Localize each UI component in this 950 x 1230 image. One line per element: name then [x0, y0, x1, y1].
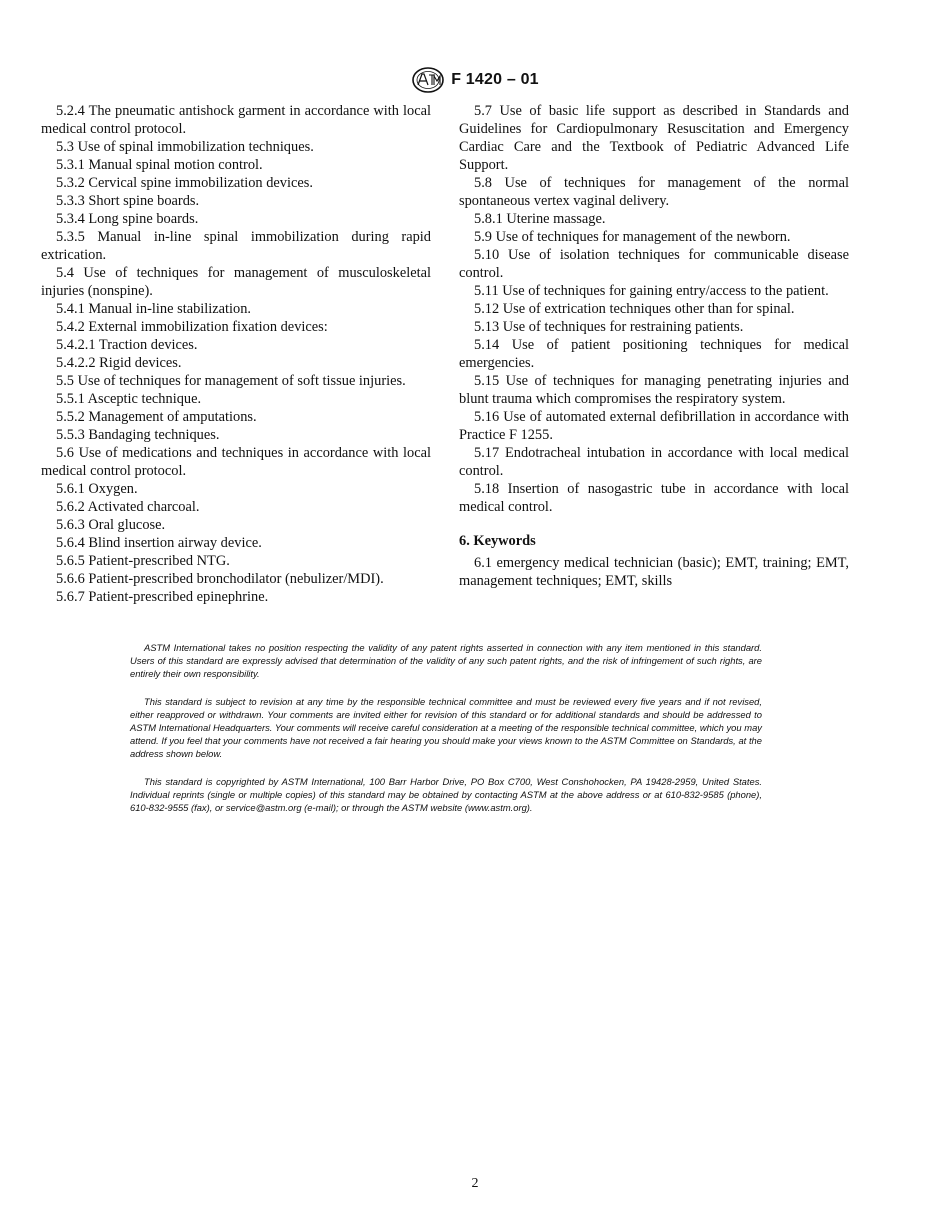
clause-5-18: 5.18 Insertion of nasogastric tube in accordance with local medical control.: [459, 481, 849, 515]
clause-5-5-1: 5.5.1 Asceptic technique.: [56, 391, 202, 407]
clause-5-3-5: 5.3.5 Manual in-line spinal immobilization during rapid extrication.: [41, 229, 431, 263]
document-id: F 1420 – 01: [451, 71, 539, 88]
legal-notes: [130, 641, 762, 829]
clause-5-4: 5.4 Use of techniques for management of musculoskeletal injuries (nonspine).: [41, 265, 431, 299]
clause-5-6-2: 5.6.2 Activated charcoal.: [56, 499, 200, 515]
clause-5-6-1: 5.6.1 Oxygen.: [56, 481, 138, 497]
left-column: [41, 102, 431, 606]
clause-5-14: 5.14 Use of patient positioning techniques for medical emergencies.: [459, 337, 849, 371]
clause-5-5-3: 5.5.3 Bandaging techniques.: [56, 427, 220, 443]
clause-5-3-4: 5.3.4 Long spine boards.: [56, 211, 199, 227]
astm-logo-icon: [411, 66, 445, 94]
clause-5-4-2-2: 5.4.2.2 Rigid devices.: [56, 355, 182, 371]
clause-5-5-2: 5.5.2 Management of amputations.: [56, 409, 257, 425]
clause-5-4-2-1: 5.4.2.1 Traction devices.: [56, 337, 198, 353]
clause-5-8: 5.8 Use of techniques for management of the normal spontaneous vertex vaginal delivery.: [459, 175, 849, 209]
clause-5-4-1: 5.4.1 Manual in-line stabilization.: [56, 301, 252, 317]
clause-5-8-1: 5.8.1 Uterine massage.: [474, 211, 606, 227]
clause-5-3-3: 5.3.3 Short spine boards.: [56, 193, 200, 209]
clause-5-16: 5.16 Use of automated external defibrillation in accordance with Practice F 1255.: [459, 409, 849, 443]
clause-5-12: 5.12 Use of extrication techniques other than for spinal.: [474, 301, 795, 317]
copyright-notice: This standard is copyrighted by ASTM International, 100 Barr Harbor Drive, PO Box C700, West Conshohocken, PA 19428-2959, United States. Individual reprints (single or multiple copies) of this standard may be obtained by contacting ASTM at the above address or at 610-832-9585 (phone), 610-832-9555 (fax), or service@astm.org (e-mail); or through the ASTM website (www.astm.org).: [130, 776, 762, 813]
clause-5-13: 5.13 Use of techniques for restraining patients.: [474, 319, 744, 335]
clause-5-6-4: 5.6.4 Blind insertion airway device.: [56, 535, 262, 551]
clause-5-15: 5.15 Use of techniques for managing penetrating injuries and blunt trauma which compromises the respiratory system.: [459, 373, 849, 407]
keywords-text: 6.1 emergency medical technician (basic); EMT, training; EMT, management techniques; EMT, skills: [459, 555, 849, 589]
clause-5-6-5: 5.6.5 Patient-prescribed NTG.: [56, 553, 230, 569]
page-number: 2: [471, 1176, 479, 1191]
page-header: [0, 66, 950, 94]
clause-5-6-3: 5.6.3 Oral glucose.: [56, 517, 166, 533]
clause-5-2-4: 5.2.4 The pneumatic antishock garment in accordance with local medical control protocol.: [41, 103, 431, 137]
clause-5-9: 5.9 Use of techniques for management of the newborn.: [474, 229, 791, 245]
clause-5-4-2: 5.4.2 External immobilization fixation devices:: [56, 319, 328, 335]
right-column: [459, 102, 849, 590]
clause-5-17: 5.17 Endotracheal intubation in accordance with local medical control.: [459, 445, 849, 479]
clause-5-11: 5.11 Use of techniques for gaining entry/access to the patient.: [474, 283, 829, 299]
keywords-heading: 6. Keywords: [459, 533, 536, 549]
clause-5-3: 5.3 Use of spinal immobilization techniques.: [56, 139, 314, 155]
clause-5-7: 5.7 Use of basic life support as described in Standards and Guidelines for Cardiopulmonary Resuscitation and Emergency Cardiac Care and the Textbook of Pediatric Advanced Life Support.: [459, 103, 849, 173]
clause-5-3-1: 5.3.1 Manual spinal motion control.: [56, 157, 263, 173]
clause-5-6-6: 5.6.6 Patient-prescribed bronchodilator (nebulizer/MDI).: [56, 571, 384, 587]
clause-5-6-7: 5.6.7 Patient-prescribed epinephrine.: [56, 589, 269, 605]
patent-notice: ASTM International takes no position respecting the validity of any patent rights asserted in connection with any item mentioned in this standard. Users of this standard are expressly advised that determination of the validity of any such patent rights, and the risk of infringement of such rights, are entirely their own responsibility.: [130, 642, 762, 679]
clause-5-10: 5.10 Use of isolation techniques for communicable disease control.: [459, 247, 849, 281]
clause-5-3-2: 5.3.2 Cervical spine immobilization devices.: [56, 175, 313, 191]
revision-notice: This standard is subject to revision at any time by the responsible technical committee and must be reviewed every five years and if not revised, either reapproved or withdrawn. Your comments are invited either for revision of this standard or for additional standards and should be addressed to ASTM International Headquarters. Your comments will receive careful consideration at a meeting of the responsible technical committee, which you may attend. If you feel that your comments have not received a fair hearing you should make your views known to the ASTM Committee on Standards, at the address shown below.: [130, 696, 762, 759]
clause-5-5: 5.5 Use of techniques for management of soft tissue injuries.: [56, 373, 406, 389]
clause-5-6: 5.6 Use of medications and techniques in accordance with local medical control protocol.: [41, 445, 431, 479]
